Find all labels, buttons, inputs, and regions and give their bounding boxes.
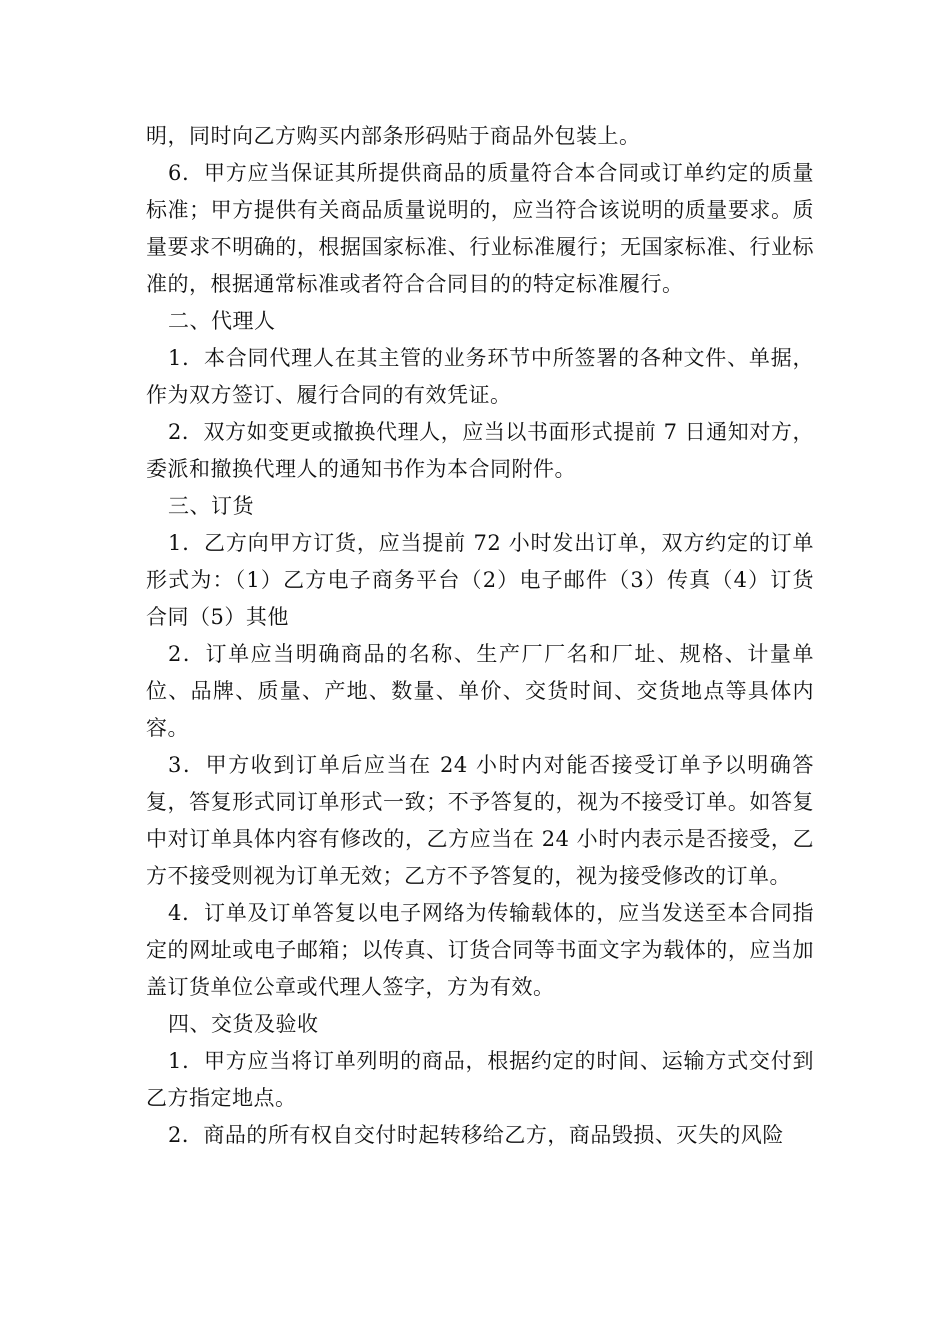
clause-2-2: 2．双方如变更或撤换代理人，应当以书面形式提前 7 日通知对方，委派和撤换代理人的通知书作为本合同附件。	[146, 420, 814, 481]
clause-4-2: 2．商品的所有权自交付时起转移给乙方，商品毁损、灭失的风险	[168, 1123, 784, 1147]
clause-3-1: 1．乙方向甲方订货，应当提前 72 小时发出订单，双方约定的订单形式为：（1）乙方电子商务平台（2）电子邮件（3）传真（4）订货合同（5）其他	[146, 531, 814, 629]
clause-2-1: 1．本合同代理人在其主管的业务环节中所签署的各种文件、单据，作为双方签订、履行合同的有效凭证。	[146, 346, 814, 407]
clause-3-2: 2．订单应当明确商品的名称、生产厂厂名和厂址、规格、计量单位、品牌、质量、产地、数量、单价、交货时间、交货地点等具体内容。	[146, 642, 814, 740]
section-heading-delivery: 四、交货及验收	[168, 1012, 319, 1036]
clause-4-1: 1．甲方应当将订单列明的商品，根据约定的时间、运输方式交付到乙方指定地点。	[146, 1049, 814, 1110]
section-heading-agent: 二、代理人	[168, 309, 276, 333]
clause-3-3: 3．甲方收到订单后应当在 24 小时内对能否接受订单予以明确答复，答复形式同订单形式一致；不予答复的，视为不接受订单。如答复中对订单具体内容有修改的，乙方应当在 24 小时内表示是否接受，乙方不接受则视为订单无效；乙方不予答复的，视为接受修改的订单。	[146, 753, 814, 888]
document-page	[146, 118, 814, 1154]
clause-1-6: 6．甲方应当保证其所提供商品的质量符合本合同或订单约定的质量标准；甲方提供有关商品质量说明的，应当符合该说明的质量要求。质量要求不明确的，根据国家标准、行业标准履行；无国家标准、行业标准的，根据通常标准或者符合合同目的的特定标准履行。	[146, 161, 814, 296]
paragraph-continuation: 明，同时向乙方购买内部条形码贴于商品外包装上。	[146, 124, 641, 148]
section-heading-ordering: 三、订货	[168, 494, 254, 518]
clause-3-4: 4．订单及订单答复以电子网络为传输载体的，应当发送至本合同指定的网址或电子邮箱；以传真、订货合同等书面文字为载体的，应当加盖订货单位公章或代理人签字，方为有效。	[146, 901, 814, 999]
